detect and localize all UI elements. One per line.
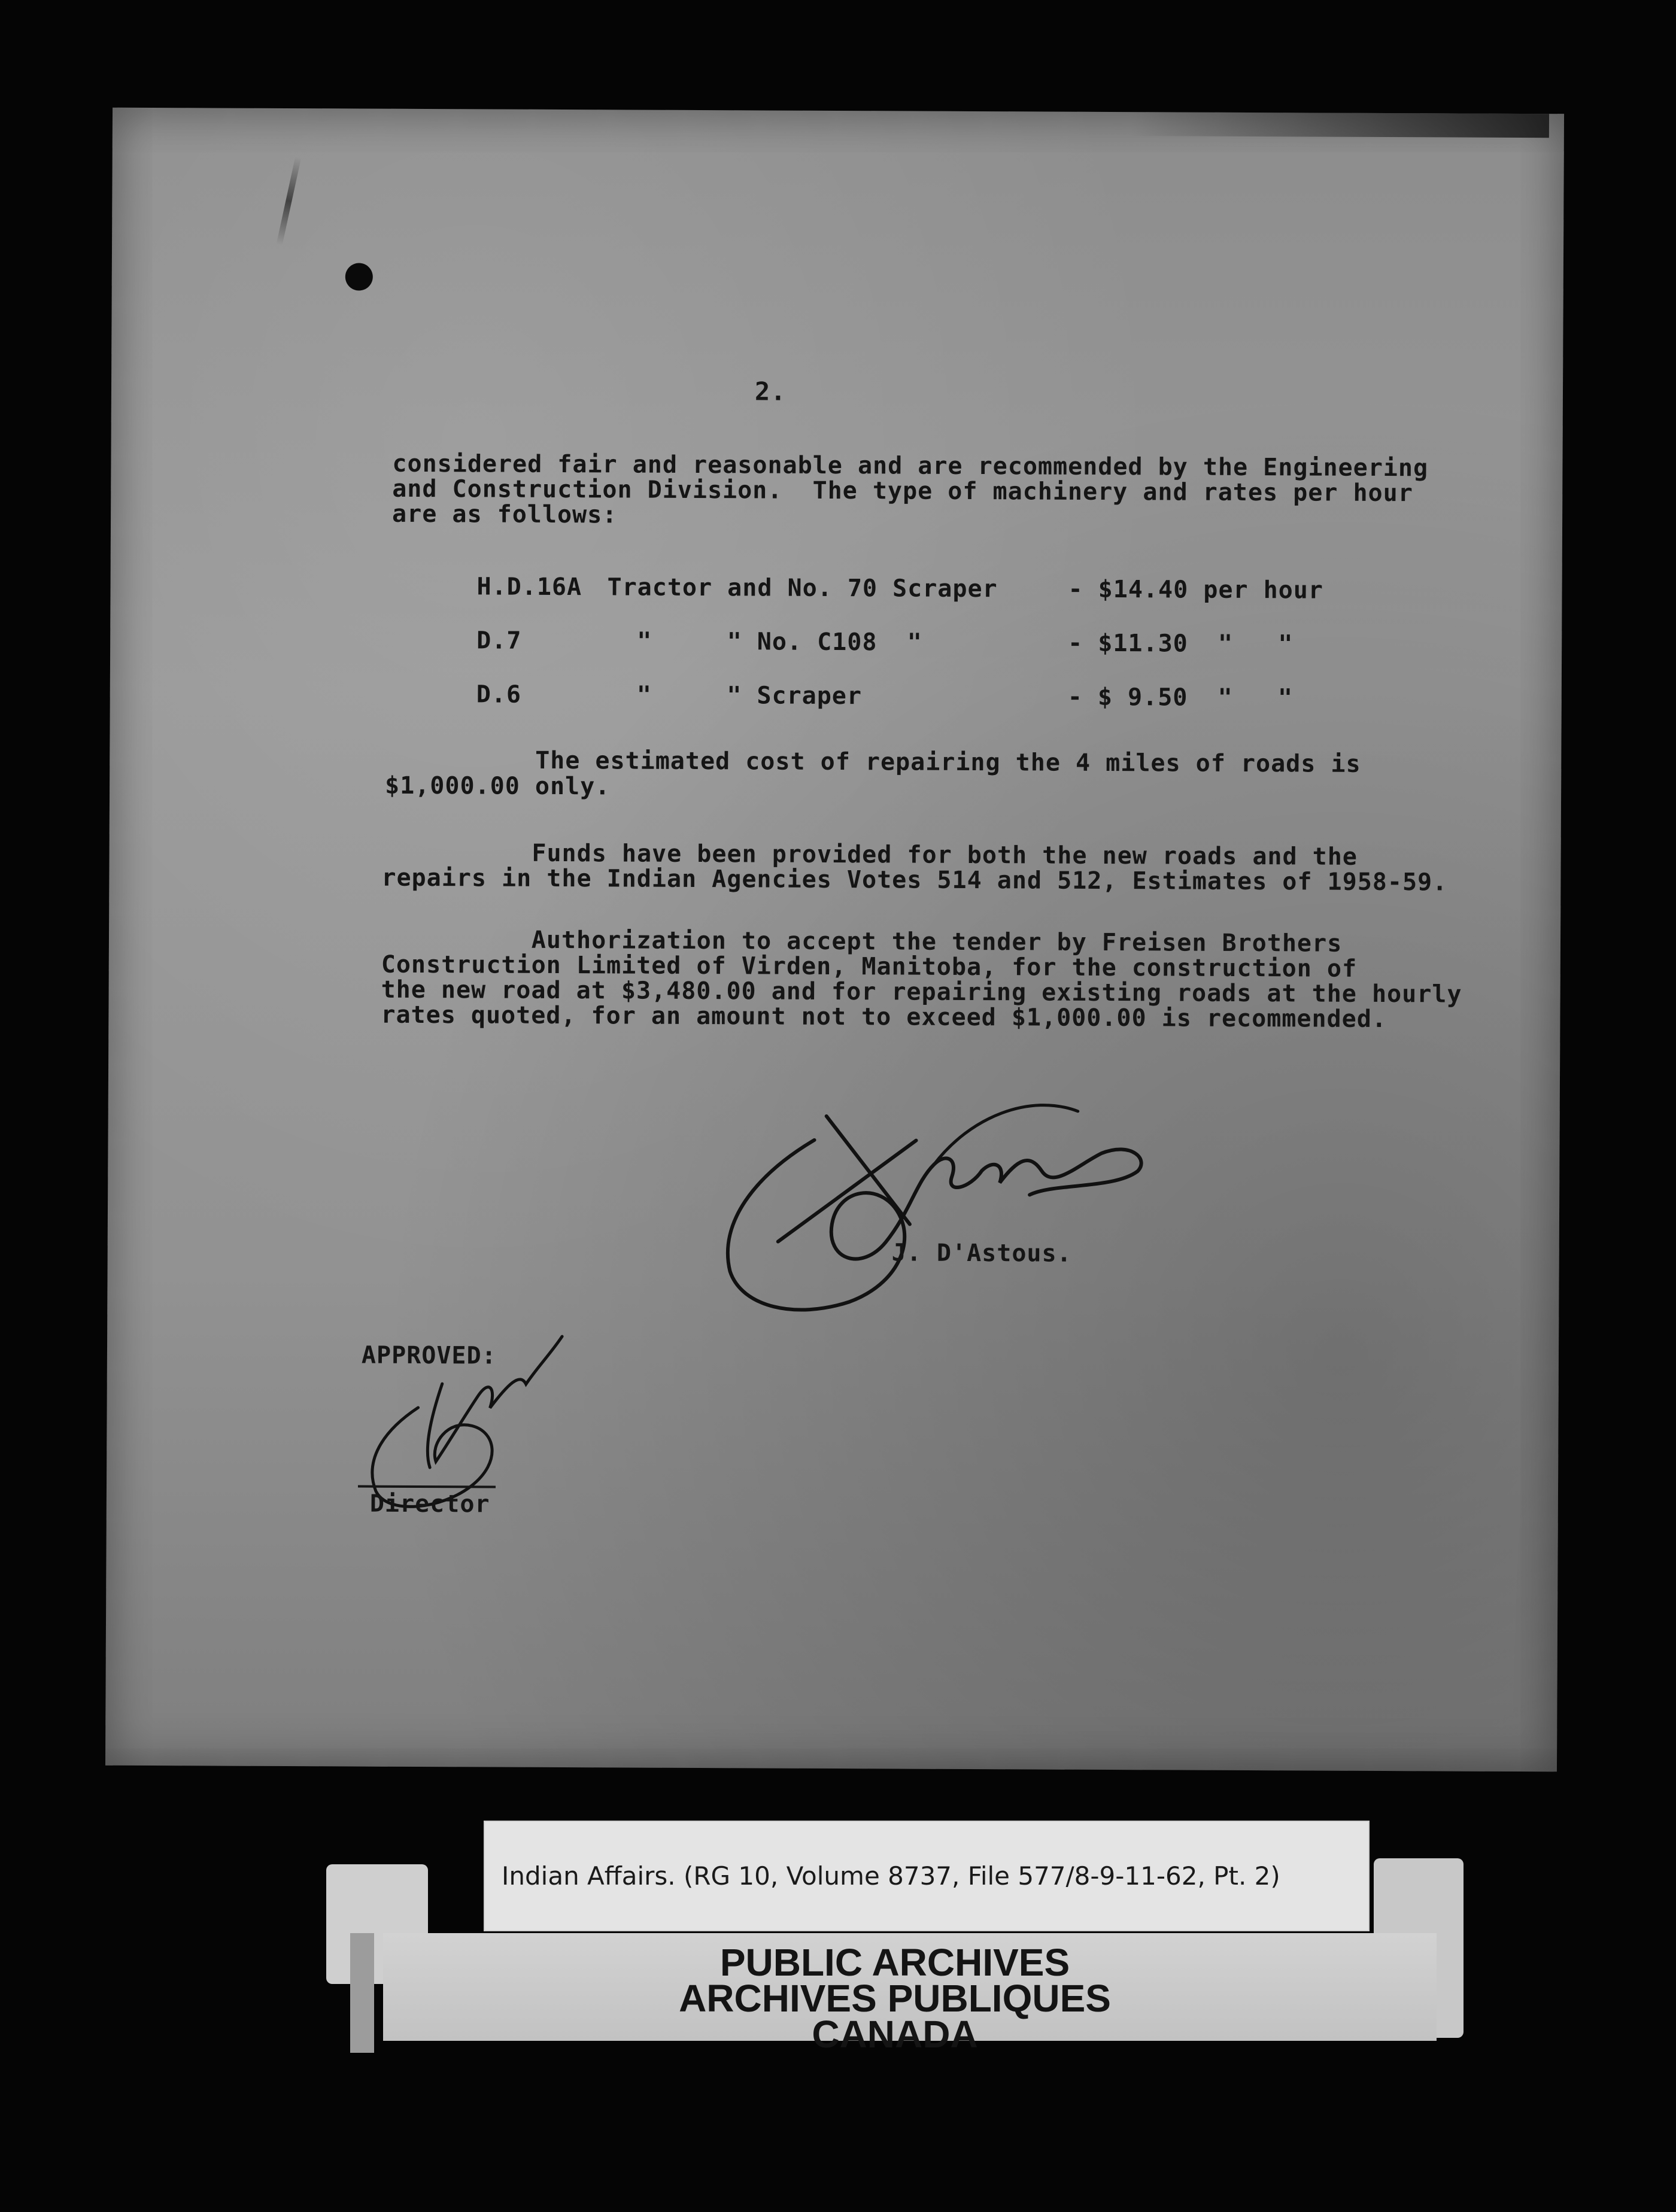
- funds-line: Funds have been provided for both the new roads and the: [381, 838, 1358, 871]
- intro-line: are as follows:: [391, 500, 618, 529]
- machinery-rate: - $ 9.50 " ": [1067, 683, 1294, 712]
- machinery-description: Tractor and No. 70 Scraper: [607, 573, 998, 603]
- authorization-line: Construction Limited of Virden, Manitoba, for the construction of: [381, 950, 1358, 983]
- authorization-line: Authorization to accept the tender by Freisen Brothers: [381, 925, 1343, 958]
- signature-dastous: [718, 1092, 1174, 1345]
- signatory-name: J. D'Astous.: [891, 1239, 1072, 1268]
- director-label: Director: [369, 1490, 490, 1518]
- archive-reference-label: [484, 1821, 1370, 1931]
- machinery-description: " " Scraper: [636, 681, 863, 710]
- stamp-line: PUBLIC ARCHIVES: [719, 1941, 1070, 1984]
- machinery-model: D.7: [476, 627, 522, 655]
- archive-reference: Indian Affairs. (RG 10, Volume 8737, File 577/8-9-11-62, Pt. 2): [502, 1861, 1280, 1891]
- typed-page: [105, 108, 1564, 1772]
- machinery-model: D.6: [476, 680, 522, 709]
- page-tear-mark: [277, 157, 302, 246]
- estimate-line: $1,000.00 only.: [385, 771, 611, 801]
- page-edge-shadow: [1130, 112, 1549, 138]
- machinery-rate: - $11.30 " ": [1068, 629, 1294, 658]
- machinery-description: " " No. C108 ": [637, 627, 922, 657]
- authorization-line: rates quoted, for an amount not to exceed $1,000.00 is recommended.: [381, 1001, 1387, 1034]
- punch-hole: [345, 263, 373, 290]
- page-number: 2.: [754, 376, 787, 406]
- approved-label: APPROVED:: [361, 1341, 497, 1370]
- machinery-model: H.D.16A: [476, 573, 582, 601]
- funds-line: repairs in the Indian Agencies Votes 514 and 512, Estimates of 1958-59.: [381, 864, 1448, 897]
- intro-line: considered fair and reasonable and are recommended by the Engineering: [392, 449, 1429, 482]
- stamp-line: CANADA: [812, 2013, 978, 2056]
- stamp-line: ARCHIVES PUBLIQUES: [679, 1977, 1111, 2020]
- machinery-rate: - $14.40 per hour: [1068, 575, 1324, 604]
- intro-line: and Construction Division. The type of machinery and rates per hour: [392, 475, 1413, 508]
- authorization-line: the new road at $3,480.00 and for repairing existing roads at the hourly: [381, 976, 1462, 1008]
- estimate-line: The estimated cost of repairing the 4 miles of roads is: [385, 746, 1361, 778]
